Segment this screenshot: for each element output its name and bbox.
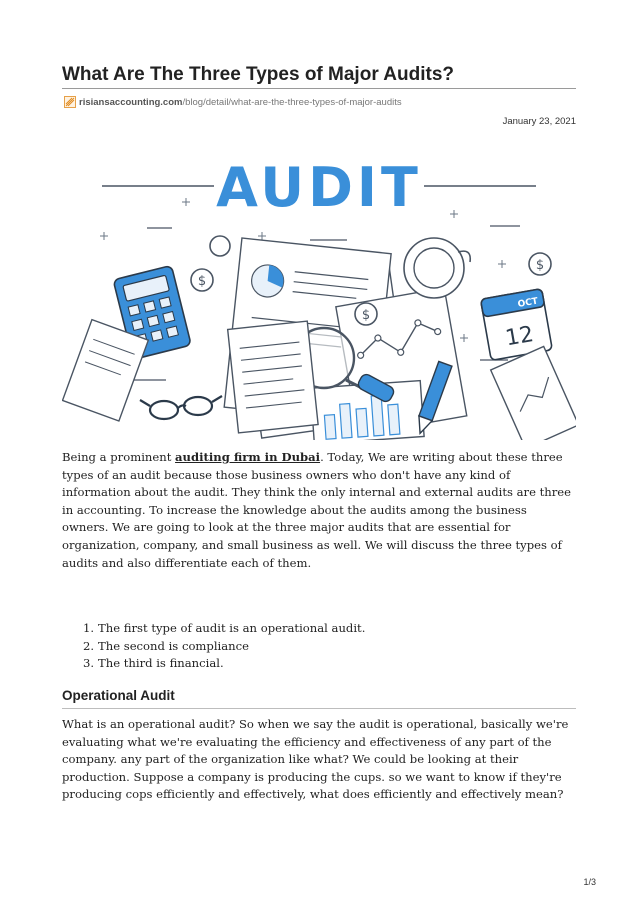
page-title: What Are The Three Types of Major Audits? (62, 64, 454, 85)
page-number: 1/3 (583, 877, 596, 887)
sparkle-icon (100, 232, 108, 240)
sparkle-icon (258, 232, 266, 240)
source-line (64, 96, 402, 108)
coin-icon (191, 269, 213, 291)
operational-audit-paragraph: What is an operational audit? So when we say the audit is operational, basically we're evaluating what we're evaluating the efficiency and effectiveness of any part of the company. any part of the organization like what? We could be looking at their production. Suppose a company is producing the cups. so we want to know if they're producing cops efficiently and effectively, what does efficiently and effectively mean? (62, 717, 569, 802)
svg-text:$: $ (197, 274, 207, 289)
publish-date: January 23, 2021 (502, 116, 576, 127)
sparkle-icon (182, 198, 190, 206)
source-domain[interactable]: risiansaccounting.com (79, 96, 183, 108)
sparkle-icon (460, 334, 468, 342)
svg-text:12: 12 (503, 321, 536, 352)
list-item: 1. The first type of audit is an operational audit. (82, 621, 366, 635)
coffee-cup-icon (404, 238, 470, 298)
sparkle-icon (450, 210, 458, 218)
section-divider (62, 708, 576, 709)
coin-icon (529, 253, 551, 275)
auditing-firm-link[interactable]: auditing firm in Dubai (175, 450, 321, 464)
audit-types-list (62, 620, 576, 673)
section-heading-operational-audit: Operational Audit (62, 688, 175, 703)
intro-lead-text: Being a prominent (62, 450, 176, 464)
coin-icon (355, 303, 377, 325)
svg-text:$: $ (361, 308, 371, 323)
list-item: 3. The third is financial. (82, 656, 224, 671)
paper-sheet (63, 320, 149, 421)
link-broken-icon (64, 96, 76, 108)
glasses-icon (140, 396, 222, 419)
hero-banner-text: AUDIT (216, 156, 422, 219)
intro-paragraph (62, 449, 576, 572)
svg-text:$: $ (535, 258, 545, 273)
intro-rest-text: . Today, We are writing about these three types of an audit because those business owners who don't have any kind of information about the audit. They think the only internal and external audits are three in accounting. To increase the knowledge about the audits among the business owners. We are going to look at the three major audits that are essential for organization, company, and small business as well. We will discuss the three types of audits and also differentiate each of them. (62, 450, 572, 570)
sparkle-icon (498, 260, 506, 268)
svg-text:OCT: OCT (516, 296, 539, 310)
source-path[interactable]: /blog/detail/what-are-the-three-types-of-major-audits (182, 96, 402, 108)
coin-icon (210, 236, 230, 256)
list-item: 2. The second is compliance (82, 638, 249, 653)
list-document (228, 321, 318, 433)
hero-audit-illustration (62, 148, 576, 440)
title-divider (62, 88, 576, 89)
